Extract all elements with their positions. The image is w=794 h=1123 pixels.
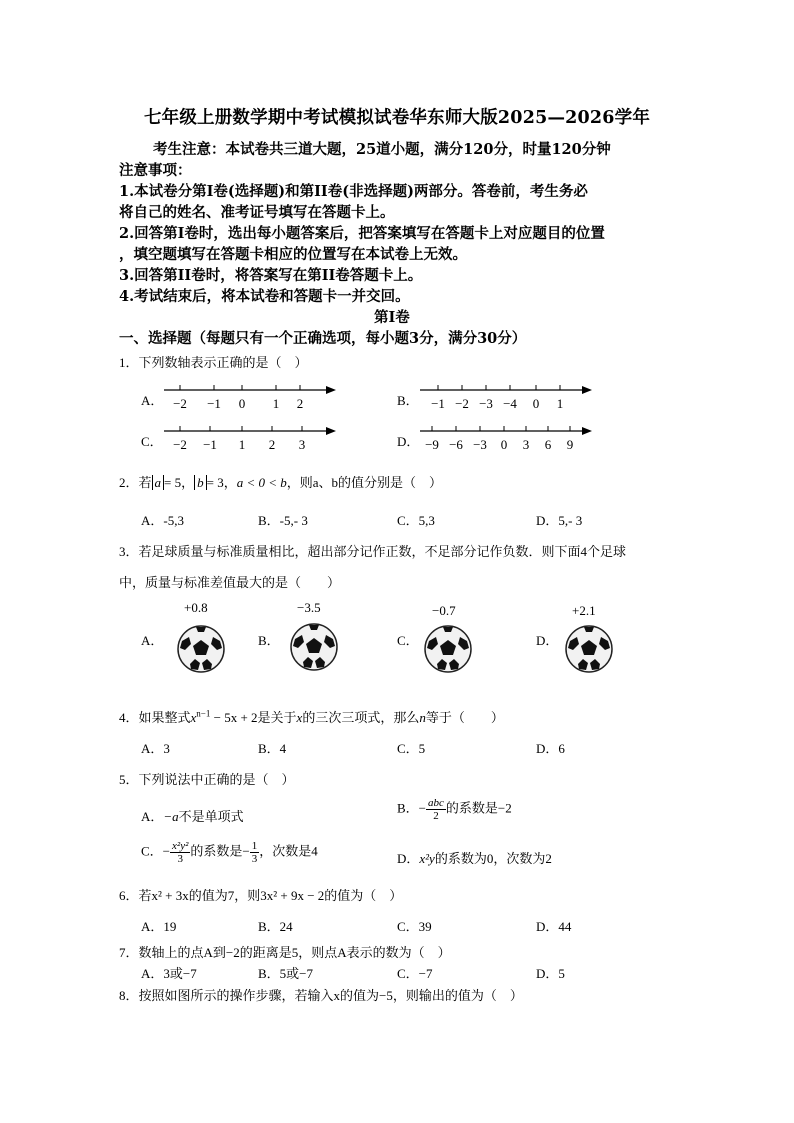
q7-option-d: D．5 bbox=[536, 966, 565, 981]
q4-stem bbox=[119, 707, 504, 726]
q1c-tick-label: 2 bbox=[268, 437, 276, 452]
soccer-ball-icon bbox=[289, 622, 339, 672]
q4-option-c: C．5 bbox=[397, 741, 426, 756]
q1a-tick-label: 1 bbox=[272, 396, 280, 411]
q5-option-d bbox=[397, 848, 552, 867]
attention-line-4: ，填空题填写在答题卡相应的位置写在本试卷上无效。 bbox=[119, 246, 467, 263]
q4-stem-post: 等于（ ） bbox=[425, 710, 504, 725]
attention-line-3: 2.回答第Ⅰ卷时，选出每小题答案后，把答案填写在答题卡上对应题目的位置 bbox=[119, 225, 605, 242]
q5d-expr: x²y bbox=[419, 851, 435, 866]
q5b-post: 的系数是−2 bbox=[445, 800, 512, 816]
q4-exponent: n−1 bbox=[196, 708, 211, 719]
q4-option-b: B．4 bbox=[258, 741, 287, 756]
q5-option-b bbox=[397, 797, 512, 822]
q1a-tick-label: −1 bbox=[207, 396, 221, 411]
page-title: 七年级上册数学期中考试模拟试卷华东师大版2025—2026学年 bbox=[143, 108, 651, 128]
q2-option-b: B．-5,- 3 bbox=[258, 513, 308, 528]
attention-line-5: 3.回答第II卷时，将答案写在第II卷答题卡上。 bbox=[119, 267, 423, 284]
q2-stem-pre: 2．若 bbox=[119, 475, 152, 490]
q5c-numerator: x²y² bbox=[172, 840, 189, 852]
attention-heading: 注意事项： bbox=[119, 162, 192, 179]
q2-eq1: = 5， bbox=[164, 475, 195, 490]
q1b-tick-label: −1 bbox=[431, 396, 445, 411]
q1b-tick-label: 1 bbox=[556, 396, 564, 411]
q3-option-d-value: +2.1 bbox=[572, 603, 596, 618]
q1-option-d-letter: D． bbox=[397, 434, 420, 449]
q4-var-x: x bbox=[190, 710, 197, 725]
q5b-pre: B．− bbox=[397, 800, 427, 816]
q1d-tick-label: 3 bbox=[522, 437, 530, 452]
q5a-expr: −a bbox=[163, 809, 179, 824]
q2-option-c: C．5,3 bbox=[397, 513, 435, 528]
q1a-tick-label: 2 bbox=[296, 396, 304, 411]
q5-stem: 5．下列说法中正确的是（ ） bbox=[119, 772, 295, 787]
q1a-tick-label: −2 bbox=[173, 396, 187, 411]
q1b-tick-label: −3 bbox=[479, 396, 493, 411]
q8-stem: 8．按照如图所示的操作步骤，若输入x的值为−5，则输出的值为（ ） bbox=[119, 988, 523, 1003]
q1c-tick-label: 1 bbox=[238, 437, 246, 452]
section-title: 第Ⅰ卷 bbox=[374, 309, 410, 326]
q5-option-c bbox=[141, 840, 318, 865]
q3-stem-line-2: 中，质量与标准差值最大的是（ ） bbox=[119, 575, 341, 590]
q4-stem-mid2: 的三次三项式，那么 bbox=[302, 710, 420, 725]
part1-title: 一、选择题（每题只有一个正确选项，每小题3分，满分30分） bbox=[119, 330, 527, 347]
q6-option-c: C．39 bbox=[397, 919, 432, 934]
q1d-tick-label: −6 bbox=[449, 437, 463, 452]
q1d-tick-label: 6 bbox=[544, 437, 552, 452]
q1b-tick-label: −2 bbox=[455, 396, 469, 411]
q5b-numerator: abc bbox=[428, 797, 444, 809]
exam-notice: 考生注意：本试卷共三道大题，25道小题，满分120分，时量120分钟 bbox=[153, 141, 611, 158]
q1d-tick-label: 0 bbox=[500, 437, 508, 452]
q3-option-c-value: −0.7 bbox=[432, 603, 456, 618]
q1-option-a-numberline bbox=[160, 380, 342, 412]
q1a-tick-label: 0 bbox=[238, 396, 246, 411]
q1-option-c-letter: C． bbox=[141, 434, 163, 449]
q1-option-c-numberline bbox=[160, 421, 342, 453]
q1d-tick-label: −3 bbox=[473, 437, 487, 452]
q1b-tick-label: 0 bbox=[532, 396, 540, 411]
q6-option-b: B．24 bbox=[258, 919, 293, 934]
q5b-denominator: 2 bbox=[433, 810, 439, 822]
q1-stem: 1．下列数轴表示正确的是（ ） bbox=[119, 355, 308, 370]
attention-line-2: 将自己的姓名、准考证号填写在答题卡上。 bbox=[119, 204, 395, 221]
q5c-pre: C．− bbox=[141, 843, 171, 859]
q7-option-a: A．3或−7 bbox=[141, 966, 197, 981]
q6-option-d: D．44 bbox=[536, 919, 572, 934]
q3-option-c-letter: C． bbox=[397, 633, 419, 648]
soccer-ball-icon bbox=[423, 624, 473, 674]
soccer-ball-icon bbox=[564, 624, 614, 674]
q7-stem: 7．数轴上的点A到−2的距离是5，则点A表示的数为（ ） bbox=[119, 945, 451, 960]
q5d-pre: D． bbox=[397, 851, 420, 866]
q6-stem: 6．若x² + 3x的值为7，则3x² + 9x − 2的值为（ ） bbox=[119, 888, 403, 903]
q2-option-a: A．-5,3 bbox=[141, 513, 184, 528]
q2-abs-b: b bbox=[194, 475, 207, 490]
q4-n: n bbox=[419, 710, 426, 725]
q5d-post: 的系数为0，次数为2 bbox=[434, 851, 552, 866]
q4-stem-pre: 4．如果整式 bbox=[119, 710, 191, 725]
attention-line-6: 4.考试结束后，将本试卷和答题卡一并交回。 bbox=[119, 288, 410, 305]
q4-stem-mid: − 5x + 2是关于 bbox=[210, 710, 297, 725]
q1d-tick-label: 9 bbox=[566, 437, 574, 452]
q5-option-a bbox=[141, 806, 244, 825]
q5c-numerator2: 1 bbox=[251, 840, 258, 852]
q2-eq2: = 3， bbox=[206, 475, 237, 490]
q6-option-a: A．19 bbox=[141, 919, 177, 934]
q1-option-a-letter: A． bbox=[141, 393, 164, 408]
q1-option-d-numberline bbox=[416, 421, 598, 453]
q5c-mid: 的系数是− bbox=[190, 843, 250, 859]
q2-abs-a: a bbox=[152, 475, 165, 490]
q4-var: x bbox=[296, 710, 303, 725]
q1-option-b-letter: B． bbox=[397, 393, 419, 408]
q7-option-c: C．−7 bbox=[397, 966, 433, 981]
q1d-tick-label: −9 bbox=[425, 437, 439, 452]
q4-option-d: D．6 bbox=[536, 741, 565, 756]
q2-option-d: D．5,- 3 bbox=[536, 513, 583, 528]
q1c-tick-label: −2 bbox=[173, 437, 187, 452]
q1b-tick-label: −4 bbox=[503, 396, 517, 411]
q3-stem-line-1: 3．若足球质量与标准质量相比，超出部分记作正数，不足部分记作负数．则下面4个足球 bbox=[119, 544, 627, 559]
q3-option-b-letter: B． bbox=[258, 633, 280, 648]
q5a-pre: A． bbox=[141, 809, 164, 824]
q4-option-a: A．3 bbox=[141, 741, 170, 756]
q1c-tick-label: −1 bbox=[203, 437, 217, 452]
q5c-denominator: 3 bbox=[177, 853, 183, 865]
q2-condition: a < 0 < b bbox=[236, 475, 287, 490]
q5c-denominator2: 3 bbox=[251, 853, 258, 865]
q1-option-b-numberline bbox=[416, 380, 598, 412]
attention-line-1: 1.本试卷分第Ⅰ卷(选择题)和第II卷(非选择题)两部分。答卷前，考生务必 bbox=[119, 183, 588, 200]
q7-option-b: B．5或−7 bbox=[258, 966, 314, 981]
q5c-post: ，次数是4 bbox=[259, 843, 318, 859]
q3-option-a-value: +0.8 bbox=[184, 600, 208, 615]
q2-stem bbox=[119, 472, 442, 491]
q3-option-a-letter: A． bbox=[141, 633, 164, 648]
q3-option-b-value: −3.5 bbox=[297, 600, 321, 615]
soccer-ball-icon bbox=[176, 624, 226, 674]
q2-stem-post: ，则a、b的值分别是（ ） bbox=[286, 475, 443, 490]
q3-option-d-letter: D． bbox=[536, 633, 559, 648]
q1c-tick-label: 3 bbox=[298, 437, 306, 452]
q5a-post: 不是单项式 bbox=[178, 809, 244, 824]
